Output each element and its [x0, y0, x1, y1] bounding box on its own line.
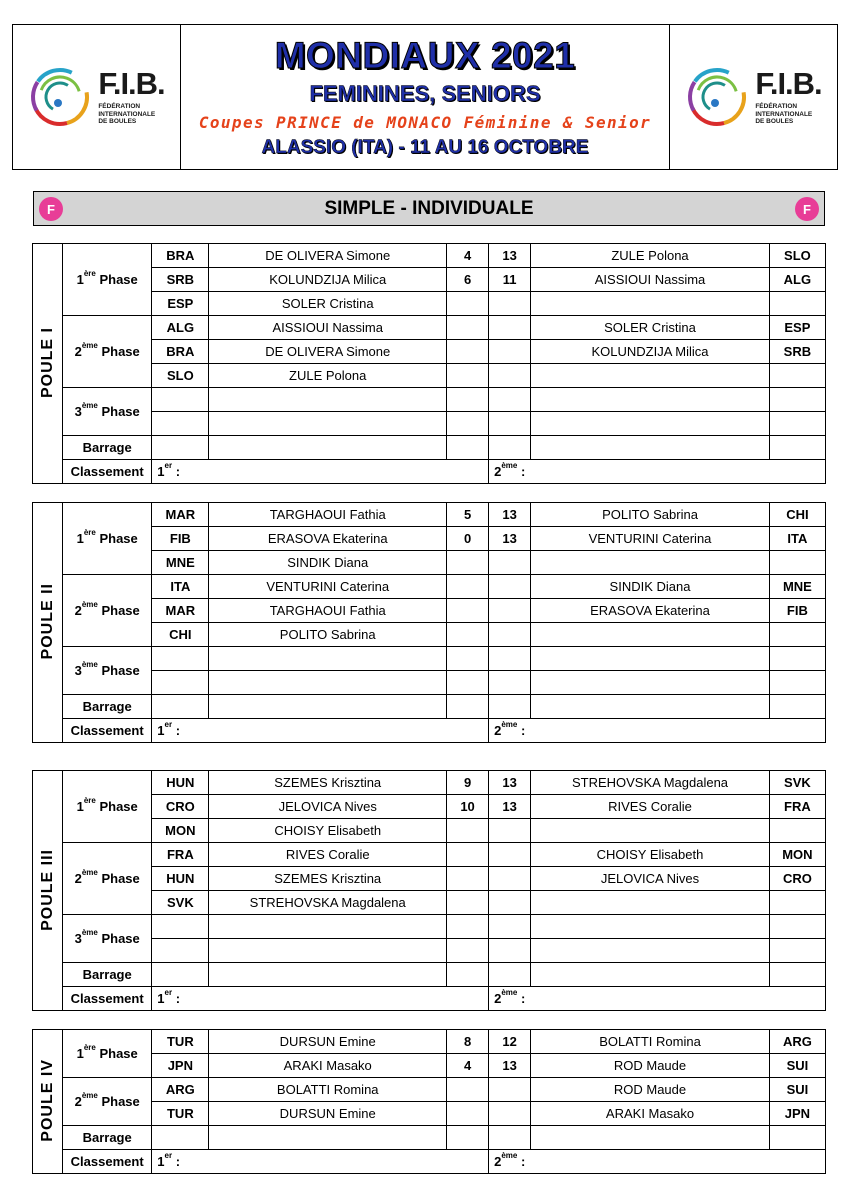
rank-second: 2ème : — [489, 460, 826, 484]
score — [489, 292, 531, 316]
country-code: SVK — [152, 891, 209, 915]
score: 4 — [447, 1054, 489, 1078]
rank-first: 1er : — [152, 460, 489, 484]
table-row — [33, 1102, 826, 1126]
player-name: ARAKI Masako — [209, 1054, 447, 1078]
player-name: SOLER Cristina — [531, 316, 770, 340]
event-bar — [33, 191, 825, 226]
player-name: JELOVICA Nives — [209, 795, 447, 819]
table-row — [33, 819, 826, 843]
country-code: HUN — [152, 867, 209, 891]
fib-wordmark: F.I.B. FÉDÉRATION INTERNATIONALE DE BOULES — [755, 66, 822, 126]
score: 9 — [447, 771, 489, 795]
table-row — [33, 963, 826, 987]
country-code — [769, 364, 825, 388]
score: 5 — [447, 503, 489, 527]
table-row — [33, 292, 826, 316]
country-code: FIB — [152, 527, 209, 551]
feminine-badge-icon: F — [39, 197, 63, 221]
country-code: ESP — [152, 292, 209, 316]
player-name: ROD Maude — [531, 1054, 770, 1078]
country-code — [769, 292, 825, 316]
score: 0 — [447, 527, 489, 551]
country-code: ARG — [152, 1078, 209, 1102]
player-name: JELOVICA Nives — [531, 867, 770, 891]
score — [489, 316, 531, 340]
country-code: JPN — [769, 1102, 825, 1126]
score — [447, 316, 489, 340]
country-code: SVK — [769, 771, 825, 795]
country-code: MAR — [152, 503, 209, 527]
player-name: ERASOVA Ekaterina — [531, 599, 770, 623]
score: 13 — [489, 244, 531, 268]
country-code: MON — [769, 843, 825, 867]
player-name: DE OLIVERA Simone — [209, 244, 447, 268]
table-row — [33, 795, 826, 819]
page-title: MONDIAUX 2021 — [274, 34, 576, 76]
table-row — [33, 364, 826, 388]
country-code: FRA — [152, 843, 209, 867]
country-code: BRA — [152, 340, 209, 364]
pool-name: POULE II — [33, 503, 63, 743]
table-row — [33, 623, 826, 647]
classement-label: Classement — [63, 460, 152, 484]
player-name: CHOISY Elisabeth — [209, 819, 447, 843]
page-subtitle: FEMININES, SENIORS — [309, 81, 541, 107]
table-row — [33, 1078, 826, 1102]
phase-label: 1ère Phase — [63, 1030, 152, 1078]
classement-row — [33, 1150, 826, 1174]
table-row — [33, 551, 826, 575]
country-code: FRA — [769, 795, 825, 819]
table-row — [33, 575, 826, 599]
table-row — [33, 316, 826, 340]
pool-table — [32, 1029, 826, 1174]
country-code: CRO — [152, 795, 209, 819]
score: 13 — [489, 771, 531, 795]
player-name: SZEMES Krisztina — [209, 867, 447, 891]
rank-first: 1er : — [152, 1150, 489, 1174]
score: 13 — [489, 795, 531, 819]
player-name: TARGHAOUI Fathia — [209, 503, 447, 527]
pool-name: POULE III — [33, 771, 63, 1011]
player-name: DURSUN Emine — [209, 1102, 447, 1126]
player-name: VENTURINI Caterina — [209, 575, 447, 599]
country-code: ARG — [769, 1030, 825, 1054]
phase-label: 3ème Phase — [63, 388, 152, 436]
pool-name: POULE IV — [33, 1030, 63, 1174]
classement-label: Classement — [63, 987, 152, 1011]
country-code: SRB — [769, 340, 825, 364]
barrage-label: Barrage — [63, 436, 152, 460]
table-row — [33, 915, 826, 939]
phase-label: 2ème Phase — [63, 843, 152, 915]
table-row — [33, 1126, 826, 1150]
table-row — [33, 436, 826, 460]
player-name: AISSIOUI Nassima — [209, 316, 447, 340]
classement-label: Classement — [63, 1150, 152, 1174]
country-code: SLO — [152, 364, 209, 388]
player-name: VENTURINI Caterina — [531, 527, 770, 551]
feminine-badge-icon: F — [795, 197, 819, 221]
table-row — [33, 1030, 826, 1054]
fib-emblem-icon — [685, 65, 749, 129]
country-code: FIB — [769, 599, 825, 623]
player-name: POLITO Sabrina — [209, 623, 447, 647]
player-name: AISSIOUI Nassima — [531, 268, 770, 292]
score — [489, 364, 531, 388]
fib-emblem-icon — [28, 65, 92, 129]
barrage-label: Barrage — [63, 1126, 152, 1150]
table-row — [33, 843, 826, 867]
phase-label: 1ère Phase — [63, 244, 152, 316]
player-name: ERASOVA Ekaterina — [209, 527, 447, 551]
score: 8 — [447, 1030, 489, 1054]
table-row — [33, 867, 826, 891]
player-name: BOLATTI Romina — [209, 1078, 447, 1102]
classement-row — [33, 460, 826, 484]
player-name: SZEMES Krisztina — [209, 771, 447, 795]
phase-label: 2ème Phase — [63, 575, 152, 647]
title-block — [181, 25, 669, 169]
player-name: ARAKI Masako — [531, 1102, 770, 1126]
phase-label: 2ème Phase — [63, 316, 152, 388]
score: 13 — [489, 503, 531, 527]
player-name: CHOISY Elisabeth — [531, 843, 770, 867]
rank-second: 2ème : — [489, 987, 826, 1011]
score: 6 — [447, 268, 489, 292]
score — [489, 340, 531, 364]
event-title: SIMPLE - INDIVIDUALE — [324, 197, 534, 219]
classement-row — [33, 987, 826, 1011]
player-name — [531, 292, 770, 316]
table-row — [33, 527, 826, 551]
country-code: TUR — [152, 1102, 209, 1126]
table-row — [33, 647, 826, 671]
phase-label: 2ème Phase — [63, 1078, 152, 1126]
rank-first: 1er : — [152, 987, 489, 1011]
score — [447, 340, 489, 364]
country-code: SUI — [769, 1078, 825, 1102]
country-code: SUI — [769, 1054, 825, 1078]
table-row — [33, 268, 826, 292]
player-name: POLITO Sabrina — [531, 503, 770, 527]
player-name: DE OLIVERA Simone — [209, 340, 447, 364]
table-row — [33, 695, 826, 719]
country-code: HUN — [152, 771, 209, 795]
fib-wordmark: F.I.B. FÉDÉRATION INTERNATIONALE DE BOULES — [98, 66, 165, 126]
player-name: STREHOVSKA Magdalena — [209, 891, 447, 915]
table-row — [33, 939, 826, 963]
table-row — [33, 599, 826, 623]
phase-label: 3ème Phase — [63, 915, 152, 963]
country-code: MNE — [769, 575, 825, 599]
phase-label: 1ère Phase — [63, 503, 152, 575]
score: 4 — [447, 244, 489, 268]
country-code: ITA — [769, 527, 825, 551]
player-name — [531, 364, 770, 388]
classement-label: Classement — [63, 719, 152, 743]
country-code: JPN — [152, 1054, 209, 1078]
rank-second: 2ème : — [489, 719, 826, 743]
player-name: KOLUNDZIJA Milica — [209, 268, 447, 292]
country-code: BRA — [152, 244, 209, 268]
score: 12 — [489, 1030, 531, 1054]
table-row — [33, 771, 826, 795]
table-row — [33, 340, 826, 364]
score — [447, 364, 489, 388]
country-code: ALG — [769, 268, 825, 292]
pool-table — [32, 770, 826, 1011]
player-name: ZULE Polona — [209, 364, 447, 388]
barrage-label: Barrage — [63, 963, 152, 987]
player-name: SOLER Cristina — [209, 292, 447, 316]
barrage-label: Barrage — [63, 695, 152, 719]
player-name: TARGHAOUI Fathia — [209, 599, 447, 623]
table-row — [33, 891, 826, 915]
table-row — [33, 388, 826, 412]
country-code: ALG — [152, 316, 209, 340]
country-code: CRO — [769, 867, 825, 891]
pool-table — [32, 243, 826, 484]
player-name: ZULE Polona — [531, 244, 770, 268]
player-name: RIVES Coralie — [209, 843, 447, 867]
pool-name: POULE I — [33, 244, 63, 484]
score: 13 — [489, 1054, 531, 1078]
player-name: SINDIK Diana — [531, 575, 770, 599]
player-name: ROD Maude — [531, 1078, 770, 1102]
country-code: TUR — [152, 1030, 209, 1054]
score: 13 — [489, 527, 531, 551]
rank-first: 1er : — [152, 719, 489, 743]
classement-row — [33, 719, 826, 743]
table-row — [33, 671, 826, 695]
rank-second: 2ème : — [489, 1150, 826, 1174]
country-code: SLO — [769, 244, 825, 268]
score: 11 — [489, 268, 531, 292]
phase-label: 1ère Phase — [63, 771, 152, 843]
table-row — [33, 244, 826, 268]
table-row — [33, 412, 826, 436]
country-code: CHI — [152, 623, 209, 647]
country-code: CHI — [769, 503, 825, 527]
location-line: ALASSIO (ITA) - 11 AU 16 OCTOBRE — [261, 137, 589, 159]
fib-logo-left — [13, 25, 181, 169]
pool-table — [32, 502, 826, 743]
player-name: STREHOVSKA Magdalena — [531, 771, 770, 795]
player-name: BOLATTI Romina — [531, 1030, 770, 1054]
country-code: ITA — [152, 575, 209, 599]
fib-logo-right — [669, 25, 837, 169]
score — [447, 292, 489, 316]
country-code: ESP — [769, 316, 825, 340]
country-code: MAR — [152, 599, 209, 623]
phase-label: 3ème Phase — [63, 647, 152, 695]
country-code: MNE — [152, 551, 209, 575]
player-name: DURSUN Emine — [209, 1030, 447, 1054]
player-name: KOLUNDZIJA Milica — [531, 340, 770, 364]
player-name: SINDIK Diana — [209, 551, 447, 575]
table-row — [33, 503, 826, 527]
country-code: SRB — [152, 268, 209, 292]
header — [12, 24, 838, 170]
score: 10 — [447, 795, 489, 819]
player-name: RIVES Coralie — [531, 795, 770, 819]
table-row — [33, 1054, 826, 1078]
coupes-line: Coupes PRINCE de MONACO Féminine & Senior — [198, 113, 652, 133]
country-code: MON — [152, 819, 209, 843]
